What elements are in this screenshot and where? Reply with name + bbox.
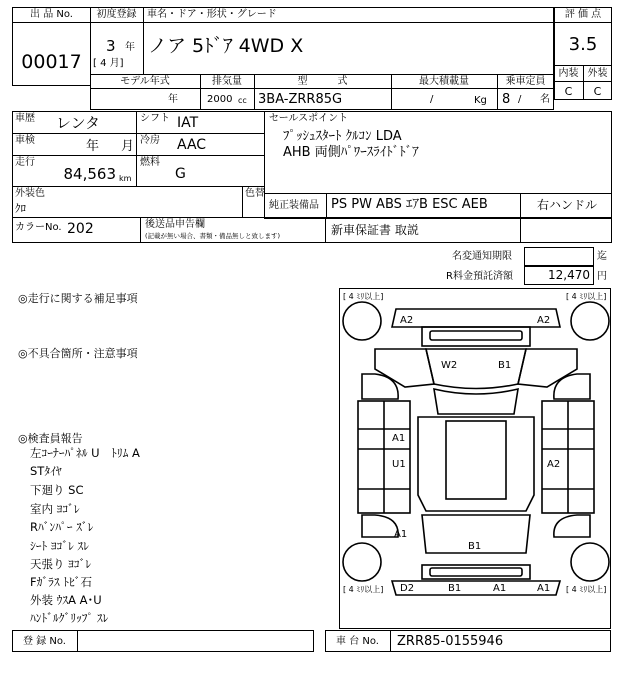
mileage: 84,563 xyxy=(63,165,116,183)
name-change-value xyxy=(524,247,594,266)
lot-no-label: 出 品 No. xyxy=(30,9,73,20)
name-change-label: 名変通知期限 xyxy=(452,251,512,262)
steering: 右ハンドル xyxy=(537,198,598,212)
remark-item: ﾊﾝﾄﾞﾙｸﾞﾘｯﾌﾟ ｽﾚ xyxy=(30,611,109,625)
max-load: / xyxy=(430,94,434,105)
remark-item: 左ｺｰﾅｰﾊﾟﾈﾙ U ﾄﾘﾑ A xyxy=(30,446,140,460)
rear-plate-outline xyxy=(422,565,530,579)
max-load-unit: Kg xyxy=(474,95,487,106)
damage-mark: A1 xyxy=(493,583,507,594)
lot-no: 00017 xyxy=(21,51,82,73)
interior-grade: C xyxy=(564,85,573,98)
car-diagram xyxy=(339,288,611,629)
recycle-label: R料金預託済額 xyxy=(446,271,513,282)
score-label: 評 価 点 xyxy=(564,9,602,20)
damage-mark: A1 xyxy=(392,433,406,444)
damage-mark: A1 xyxy=(394,529,408,540)
remark-item: ｼｰﾄ ﾖｺﾞﾚ ｽﾚ xyxy=(30,539,90,553)
max-load-label: 最大積載量 xyxy=(419,76,469,87)
remark-item: Rﾊﾞﾝﾊﾟｰ ｽﾞﾚ xyxy=(30,520,94,534)
damage-mark: B1 xyxy=(468,541,482,552)
year-unit: 年 xyxy=(125,42,135,53)
docs-label: 後送品申告欄 xyxy=(145,219,205,230)
repaint-label: 色替 xyxy=(245,188,265,199)
first-reg-month: [ 4 月] xyxy=(93,58,124,69)
color-no-label: カラーNo. xyxy=(15,222,62,233)
tire-rear-right-icon xyxy=(571,543,609,581)
damage-mark: D2 xyxy=(400,583,415,594)
inspection-label: 車検 xyxy=(15,135,35,146)
sales-points-label: セールスポイント xyxy=(269,113,349,124)
damage-mark: A1 xyxy=(537,583,551,594)
interior-label: 内装 xyxy=(558,68,579,79)
spare-box xyxy=(520,217,612,243)
exterior-color-label: 外装色 xyxy=(15,188,45,199)
damage-mark: B1 xyxy=(448,583,462,594)
capacity-unit: 名 xyxy=(540,94,550,105)
mileage-label: 走行 xyxy=(15,157,35,168)
remark-item: 下廻り SC xyxy=(30,483,84,497)
aircon-label: 冷房 xyxy=(140,135,160,146)
remark-item: Fｶﾞﾗｽ ﾄﾋﾞ石 xyxy=(30,575,93,589)
shift: IAT xyxy=(177,115,199,131)
equipment-label: 純正装備品 xyxy=(269,200,319,211)
remark-item: STﾀｲﾔ xyxy=(30,464,62,478)
front-grille-outline xyxy=(422,327,530,346)
remark-item: 室内 ﾖｺﾞﾚ xyxy=(30,502,80,516)
rear-bumper-outline xyxy=(392,581,560,595)
sales-points-line2: AHB 両側ﾊﾟﾜｰｽﾗｲﾄﾞﾄﾞｱ xyxy=(283,145,419,160)
inspection-year-unit: 年 xyxy=(86,139,100,154)
capacity-label: 乗車定員 xyxy=(505,76,546,87)
tire-front-left-label: [ 4 ﾐﾘ以上] xyxy=(343,292,384,301)
recycle-unit: 円 xyxy=(597,271,607,282)
exterior-label: 外装 xyxy=(587,68,608,79)
displacement: 2000 xyxy=(207,94,233,105)
exterior-color-box xyxy=(12,186,265,218)
front-bumper-outline xyxy=(392,309,560,327)
damage-mark: A2 xyxy=(400,315,414,326)
first-reg-label: 初度登録 xyxy=(96,9,137,20)
tire-front-right-icon xyxy=(571,302,609,340)
name-change-unit: 迄 xyxy=(597,251,607,262)
reg-no-label: 登 録 No. xyxy=(23,636,66,647)
model-year-unit: 年 xyxy=(168,94,178,105)
remark-item: 天張り ﾖｺﾞﾚ xyxy=(30,557,92,571)
fuel: G xyxy=(175,166,186,182)
damage-mark: A2 xyxy=(537,315,551,326)
damage-mark: B1 xyxy=(498,360,512,371)
history-label: 車歴 xyxy=(15,113,35,124)
name-label: 車名・ドア・形状・グレード xyxy=(147,9,277,20)
recycle-value: 12,470 xyxy=(548,268,590,282)
damage-mark: A2 xyxy=(547,459,561,470)
color-no: 202 xyxy=(67,221,94,237)
exterior-grade: C xyxy=(593,85,602,98)
first-reg-year: 3 xyxy=(106,37,116,55)
fuel-label: 燃料 xyxy=(140,157,160,168)
type-label: 型 式 xyxy=(297,76,348,87)
driving-header: ◎走行に関する補足事項 xyxy=(18,292,138,305)
inspection-month-unit: 月 xyxy=(121,139,135,154)
equipment: PS PW ABS ｴｱB ESC AEB xyxy=(331,197,488,212)
sales-points-line1: ﾌﾟｯｼｭｽﾀｰﾄ ｸﾙｺﾝ LDA xyxy=(283,129,402,144)
displacement-unit: cc xyxy=(238,96,247,105)
car-name: ノア 5ﾄﾞｱ 4WD X xyxy=(148,35,304,57)
tire-rear-right-label: [ 4 ﾐﾘ以上] xyxy=(566,585,607,594)
defects-header: ◎不具合箇所・注意事項 xyxy=(18,347,138,360)
docs: 新車保証書 取説 xyxy=(331,223,419,237)
docs-note: (記載が無い場合、書類・備品無しと致します) xyxy=(145,232,281,240)
tire-rear-left-label: [ 4 ﾐﾘ以上] xyxy=(343,585,384,594)
aircon: AAC xyxy=(177,137,207,153)
type: 3BA-ZRR85G xyxy=(258,92,343,107)
inspector-header: ◎検査員報告 xyxy=(18,432,83,445)
damage-mark: W2 xyxy=(441,360,458,371)
tire-front-left-icon xyxy=(343,302,381,340)
remark-item: 外装 ｳｽA A･U xyxy=(30,593,102,607)
displacement-label: 排気量 xyxy=(212,76,242,87)
car-diagram-svg xyxy=(340,289,612,630)
mileage-unit: km xyxy=(119,174,132,183)
damage-mark: U1 xyxy=(392,459,406,470)
history: レンタ xyxy=(56,114,101,132)
score: 3.5 xyxy=(568,34,598,55)
tire-front-right-label: [ 4 ﾐﾘ以上] xyxy=(566,292,607,301)
shift-label: シフト xyxy=(140,113,170,124)
tire-rear-left-icon xyxy=(343,543,381,581)
exterior-color: ｸﾛ xyxy=(15,202,26,215)
capacity-sep: / xyxy=(518,94,522,105)
capacity: 8 xyxy=(502,92,511,107)
roof-outline xyxy=(418,417,534,511)
chassis-no: ZRR85-0155946 xyxy=(397,634,504,649)
model-year-label: モデル年式 xyxy=(120,76,170,87)
chassis-label: 車 台 No. xyxy=(336,636,379,647)
